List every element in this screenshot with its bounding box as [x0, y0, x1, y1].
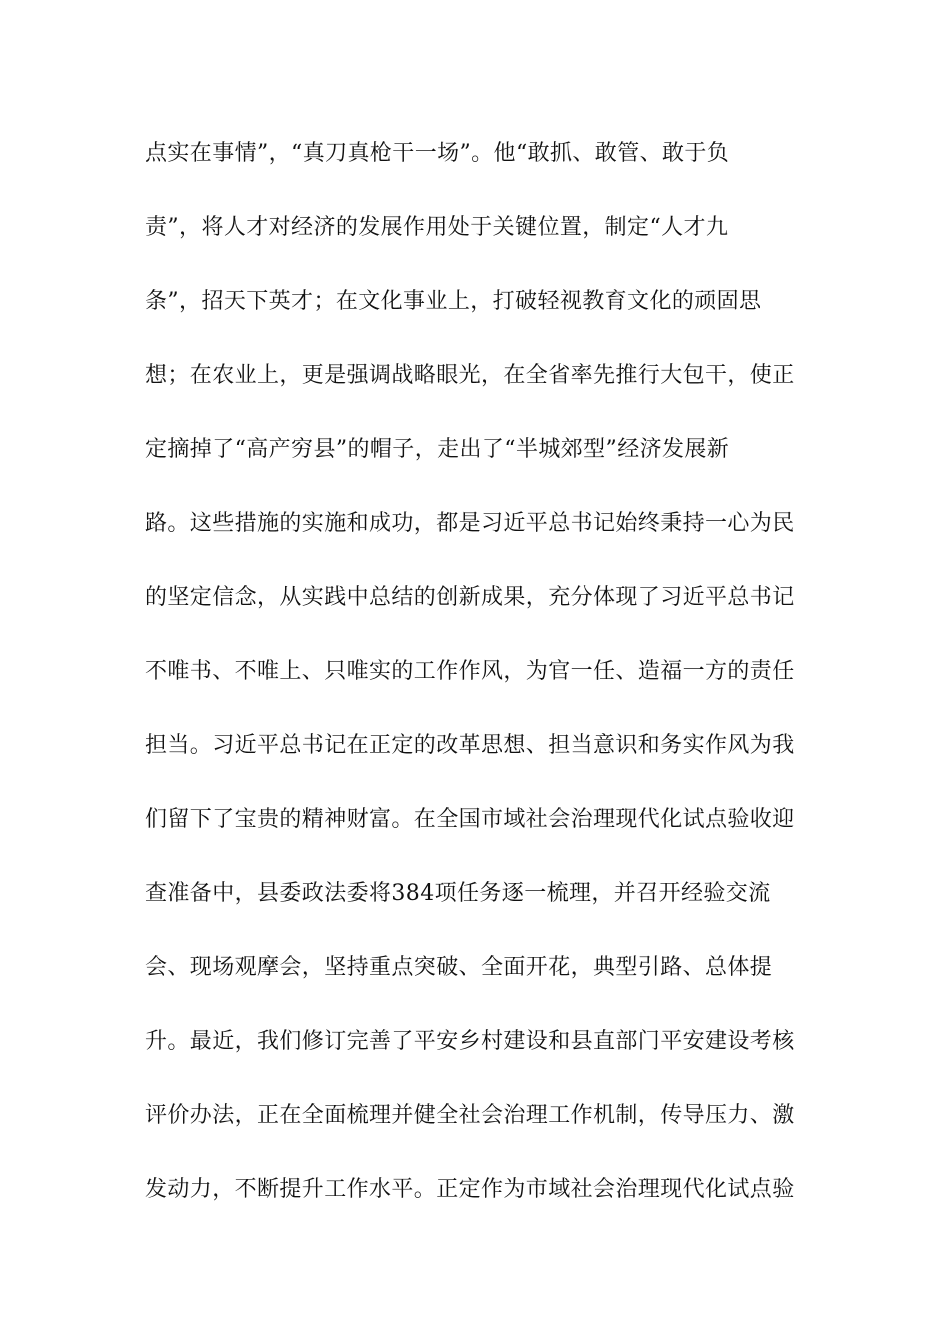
text-line: 路。这些措施的实施和成功，都是习近平总书记始终秉持一心为民: [145, 511, 795, 536]
body-text: [145, 132, 805, 1242]
text-line: 想；在农业上，更是强调战略眼光，在全省率先推行大包干，使正: [145, 363, 795, 388]
text-line: 担当。习近平总书记在正定的改革思想、担当意识和务实作风为我: [145, 733, 795, 758]
text-line: 不唯书、不唯上、只唯实的工作作风，为官一任、造福一方的责任: [145, 659, 795, 684]
text-line: 定摘掉了“高产穷县”的帽子，走出了“半城郊型”经济发展新: [145, 437, 730, 462]
text-line: 发动力，不断提升工作水平。正定作为市域社会治理现代化试点验: [145, 1177, 795, 1202]
text-line: 点实在事情”，“真刀真枪干一场”。他“敢抓、敢管、敢于负: [145, 141, 730, 166]
text-line: 们留下了宝贵的精神财富。在全国市域社会治理现代化试点验收迎: [145, 807, 795, 832]
text-line: 评价办法，正在全面梳理并健全社会治理工作机制，传导压力、激: [145, 1103, 795, 1128]
text-line: 查准备中，县委政法委将384项任务逐一梳理，并召开经验交流: [145, 881, 771, 906]
text-line: 责”，将人才对经济的发展作用处于关键位置，制定“人才九: [145, 215, 729, 240]
text-line: 会、现场观摩会，坚持重点突破、全面开花，典型引路、总体提: [145, 955, 773, 980]
text-line: 条”，招天下英才；在文化事业上，打破轻视教育文化的顽固思: [145, 289, 762, 314]
text-line: 升。最近，我们修订完善了平安乡村建设和县直部门平安建设考核: [145, 1029, 795, 1054]
text-line: 的坚定信念，从实践中总结的创新成果，充分体现了习近平总书记: [145, 585, 795, 610]
